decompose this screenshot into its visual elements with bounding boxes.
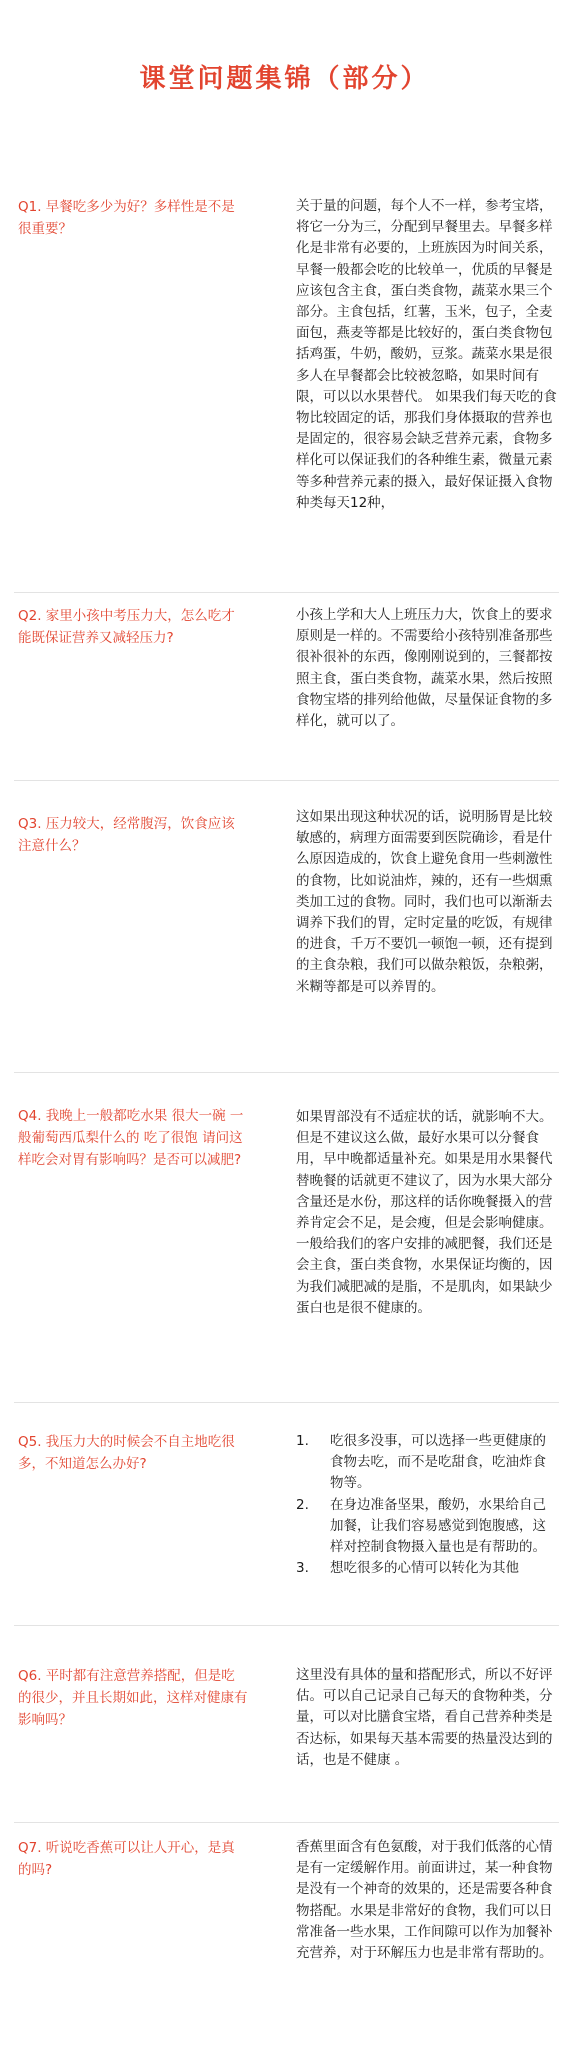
answer-2: 小孩上学和大人上班压力大，饮食上的要求原则是一样的。不需要给小孩特别准备那些很补很补的东西，像刚刚说到的，三餐都按照主食，蛋白类食物，蔬菜水果，然后按照食物宝塔的排列给他做，尽量保证食物的多样化，就可以了。 bbox=[296, 607, 553, 730]
question-7: Q7. 听说吃香蕉可以让人开心，是真的吗? bbox=[18, 1840, 235, 1878]
question-2: Q2. 家里小孩中考压力大，怎么吃才能既保证营养又减轻压力? bbox=[18, 608, 235, 646]
list-item: 3. 想吃很多的心情可以转化为其他 bbox=[296, 1560, 519, 1577]
divider bbox=[14, 1822, 559, 1823]
answer-3: 这如果出现这种状况的话，说明肠胃是比较敏感的，病理方面需要到医院确诊，看是什么原因造成的，饮食上避免食用一些刺激性的食物，比如说油炸，辣的，还有一些烟熏类加工过的食物。同时，我们也可以渐渐去调养下我们的胃，定时定量的吃饭，有规律的进食，千万不要饥一顿饱一顿，还有提到的主食杂粮，我们可以做杂粮饭，杂粮粥，米糊等都是可以养胃的。 bbox=[296, 809, 553, 995]
answer-1: 关于量的问题，每个人不一样，参考宝塔，将它一分为三，分配到早餐里去。早餐多样化是非常有必要的，上班族因为时间关系，早餐一般都会吃的比较单一，优质的早餐是应该包含主食，蛋白类食物，蔬菜水果三个部分。主食包括，红薯，玉米，包子，全麦面包，燕麦等都是比较好的，蛋白类食物包括鸡蛋，牛奶，酸奶，豆浆。蔬菜水果是很多人在早餐都会比较被忽略，如果时间有限，可以以水果替代。 如果我们每天吃的食物比较固定的话，那我们身体摄取的营养也是固定的，很容易会缺乏营养元素，食物多样化可以保证我们的各种维生素，微量元素等多种营养元素的摄入，最好保证摄入食物种类每天12种， bbox=[296, 198, 557, 511]
divider bbox=[14, 1072, 559, 1073]
list-item: 1. 吃很多没事，可以选择一些更健康的食物去吃，而不是吃甜食，吃油炸食物等。 bbox=[296, 1433, 546, 1492]
question-3: Q3. 压力较大，经常腹泻，饮食应该注意什么？ bbox=[18, 816, 235, 854]
answer-4: 如果胃部没有不适症状的话，就影响不大。但是不建议这么做，最好水果可以分餐食用，早中晚都适量补充。如果是用水果餐代替晚餐的话就更不建议了，因为水果大部分含量还是水份，那这样的话你晚餐摄入的营养肯定会不足，是会瘦，但是会影响健康。 一般给我们的客户安排的减肥餐，我们还是会主食，蛋白类食物，水果保证均衡的，因为我们减肥减的是脂，不是肌肉，如果缺少蛋白也是很不健康的。 bbox=[296, 1109, 553, 1316]
divider bbox=[14, 1402, 559, 1403]
question-6: Q6. 平时都有注意营养搭配，但是吃的很少，并且长期如此，这样对健康有影响吗？ bbox=[18, 1668, 248, 1728]
divider bbox=[14, 780, 559, 781]
page-title: 课堂问题集锦（部分） bbox=[139, 64, 430, 94]
divider bbox=[14, 592, 559, 593]
question-4: Q4. 我晚上一般都吃水果 很大一碗 一般葡萄西瓜梨什么的 吃了很饱 请问这样吃会对胃有影响吗？是否可以减肥? bbox=[18, 1108, 244, 1168]
answer-5 bbox=[296, 1431, 558, 1579]
divider bbox=[14, 1625, 559, 1626]
list-item: 2. 在身边准备坚果，酸奶，水果给自己加餐，让我们容易感觉到饱腹感，这样对控制食物摄入量也是有帮助的。 bbox=[296, 1496, 546, 1556]
question-5: Q5. 我压力大的时候会不自主地吃很多，不知道怎么办好? bbox=[18, 1434, 235, 1472]
answer-7: 香蕉里面含有色氨酸，对于我们低落的心情是有一定缓解作用。前面讲过，某一种食物是没有一个神奇的效果的，还是需要各种食物搭配。水果是非常好的食物，我们可以日常准备一些水果，工作间隙可以作为加餐补充营养，对于环解压力也是非常有帮助的。 bbox=[296, 1839, 553, 1962]
question-1: Q1. 早餐吃多少为好？多样性是不是很重要？ bbox=[18, 199, 235, 237]
answer-6: 这里没有具体的量和搭配形式，所以不好评估。可以自己记录自己每天的食物种类，分量，可以对比膳食宝塔，看自己营养种类是否达标，如果每天基本需要的热量没达到的话，也是不健康 。 bbox=[296, 1667, 553, 1768]
